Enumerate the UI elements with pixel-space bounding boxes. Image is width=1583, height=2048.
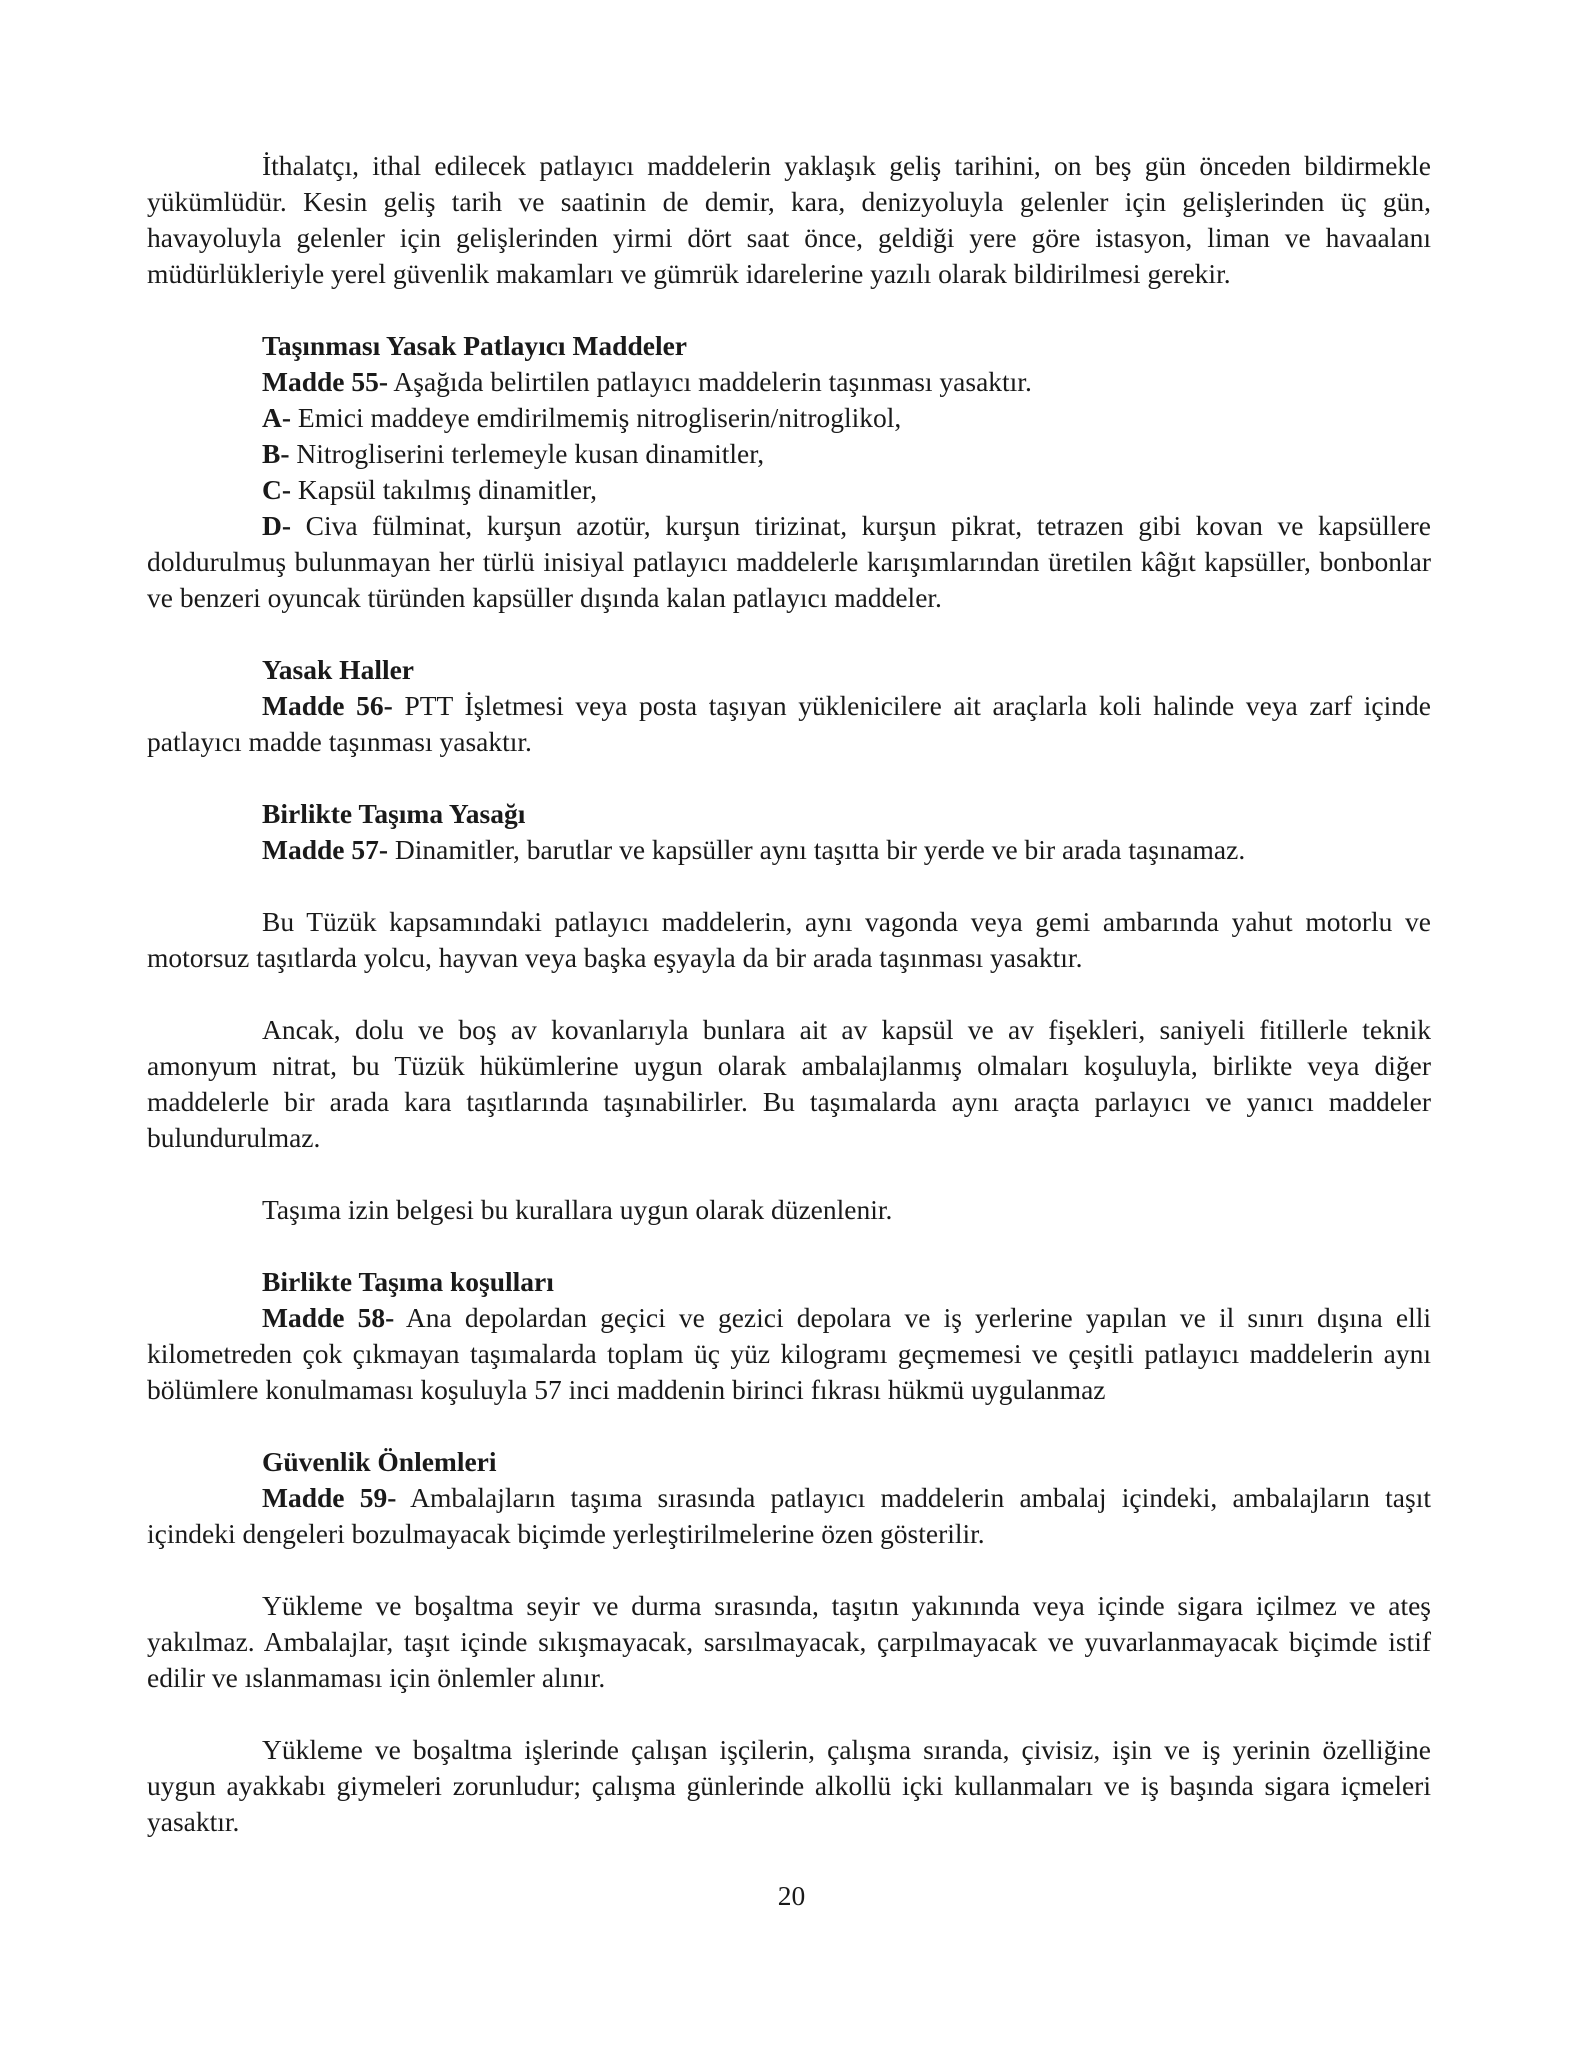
spacer — [147, 976, 1431, 1012]
list-item-text: Civa fülminat, kurşun azotür, kurşun tirizinat, kurşun pikrat, tetrazen gibi kovan ve kapsüllere doldurulmuş bulunmayan her türlü inisiyal patlayıcı maddelerle karışımlarından üretilen kâğıt kapsüller, bonbonlar ve benzeri oyuncak türünden kapsüller dışında kalan patlayıcı maddeler. — [147, 510, 1431, 613]
spacer — [147, 1156, 1431, 1192]
paragraph-59-3: Yükleme ve boşaltma işlerinde çalışan işçilerin, çalışma sıranda, çivisiz, işin ve iş yerinin özelliğine uygun ayakkabı giymeleri zorunludur; çalışma günlerinde alkollü içki kullanmaları ve iş başında sigara içmeleri yasaktır. — [147, 1734, 1431, 1837]
list-item-label: B- — [262, 438, 290, 469]
paragraph-57-3: Ancak, dolu ve boş av kovanlarıyla bunlara ait av kapsül ve av fişekleri, saniyeli fitillerle teknik amonyum nitrat, bu Tüzük hükümlerine uygun olarak ambalajlanmış olmaları koşuluyla, birlikte veya diğer maddelerle bir arada kara taşıtlarında taşınabilirler. Bu taşımalarda aynı araçta parlayıcı ve yanıcı maddeler bulundurulmaz. — [147, 1014, 1431, 1153]
spacer — [147, 616, 1431, 652]
page-number: 20 — [777, 1880, 806, 1911]
article-text: PTT İşletmesi veya posta taşıyan yüklenicilere ait araçlarla koli halinde veya zarf içinde patlayıcı madde taşınması yasaktır. — [147, 690, 1431, 757]
article-text: Dinamitler, barutlar ve kapsüller aynı taşıtta bir yerde ve bir arada taşınamaz. — [388, 834, 1246, 865]
article-text: Ambalajların taşıma sırasında patlayıcı maddelerin ambalaj içindeki, ambalajların taşıt içindeki dengeleri bozulmayacak biçimde yerleştirilmelerine özen gösterilir. — [147, 1482, 1431, 1549]
section-heading-57: Birlikte Taşıma Yasağı — [262, 798, 526, 829]
section-heading-58: Birlikte Taşıma koşulları — [262, 1266, 554, 1297]
section-heading-56: Yasak Haller — [262, 654, 415, 685]
spacer — [147, 1696, 1431, 1732]
article-59 — [147, 1480, 1431, 1552]
spacer — [147, 760, 1431, 796]
article-text: Ana depolardan geçici ve gezici depolara ve iş yerlerine yapılan ve il sınırı dışına elli kilometreden çok çıkmayan taşımalarda toplam üç yüz kilogramı geçmemesi ve çeşitli patlayıcı maddelerin aynı bölümlere konulmaması koşuluyla 57 inci maddenin birinci fıkrası hükmü uygulanmaz — [147, 1302, 1431, 1405]
article-57 — [147, 832, 1431, 868]
spacer — [147, 1408, 1431, 1444]
spacer — [147, 292, 1431, 328]
list-item-text: Nitrogliserini terlemeyle kusan dinamitler, — [289, 438, 765, 469]
article-label: Madde 55- — [262, 366, 389, 397]
list-item-label: C- — [262, 474, 292, 505]
article-text: Aşağıda belirtilen patlayıcı maddelerin taşınması yasaktır. — [388, 366, 1032, 397]
article-label: Madde 56- — [262, 690, 393, 721]
list-item-text: Kapsül takılmış dinamitler, — [291, 474, 597, 505]
paragraph-59-2: Yükleme ve boşaltma seyir ve durma sırasında, taşıtın yakınında veya içinde sigara içilmez ve ateş yakılmaz. Ambalajlar, taşıt içinde sıkışmayacak, sarsılmayacak, çarpılmayacak ve yuvarlanmayacak biçimde istif edilir ve ıslanmaması için önlemler alınır. — [147, 1590, 1431, 1693]
section-heading-59: Güvenlik Önlemleri — [262, 1446, 497, 1477]
list-item-a — [147, 400, 1431, 436]
article-label: Madde 59- — [262, 1482, 397, 1513]
article-56 — [147, 688, 1431, 760]
list-item-d — [147, 508, 1431, 616]
list-item-c — [147, 472, 1431, 508]
list-item-text: Emici maddeye emdirilmemiş nitrogliserin/nitroglikol, — [291, 402, 902, 433]
spacer — [147, 1228, 1431, 1264]
article-55 — [147, 364, 1431, 400]
section-heading-55: Taşınması Yasak Patlayıcı Maddeler — [262, 330, 688, 361]
spacer — [147, 1552, 1431, 1588]
spacer — [147, 868, 1431, 904]
paragraph-importer-notification: İthalatçı, ithal edilecek patlayıcı maddelerin yaklaşık geliş tarihini, on beş gün önceden bildirmekle yükümlüdür. Kesin geliş tarih ve saatinin de demir, kara, denizyoluyla gelenler için gelişlerinden üç gün, havayoluyla gelenler için gelişlerinden yirmi dört saat önce, geldiği yere göre istasyon, liman ve havaalanı müdürlükleriyle yerel güvenlik makamları ve gümrük idarelerine yazılı olarak bildirilmesi gerekir. — [147, 150, 1431, 289]
article-label: Madde 58- — [262, 1302, 395, 1333]
article-58 — [147, 1300, 1431, 1408]
paragraph-57-4: Taşıma izin belgesi bu kurallara uygun olarak düzenlenir. — [262, 1194, 893, 1225]
article-label: Madde 57- — [262, 834, 389, 865]
document-page — [147, 148, 1431, 1840]
list-item-label: A- — [262, 402, 292, 433]
paragraph-57-2: Bu Tüzük kapsamındaki patlayıcı maddelerin, aynı vagonda veya gemi ambarında yahut motorlu ve motorsuz taşıtlarda yolcu, hayvan veya başka eşyayla da bir arada taşınması yasaktır. — [147, 906, 1431, 973]
list-item-label: D- — [262, 510, 292, 541]
list-item-b — [147, 436, 1431, 472]
